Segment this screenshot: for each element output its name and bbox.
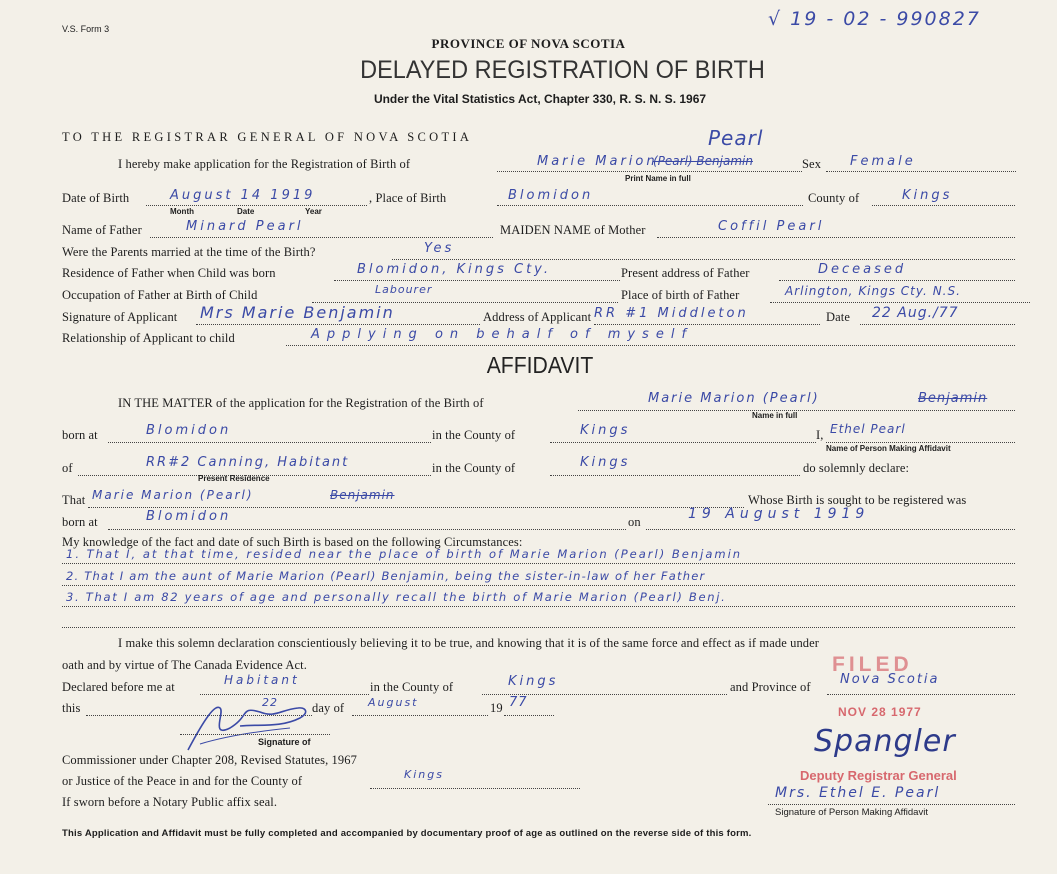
affidavit-heading: AFFIDAVIT <box>486 352 594 378</box>
matter-caption: Name in full <box>752 411 798 420</box>
father-birthplace-value: Arlington, Kings Cty. N.S. <box>785 284 961 298</box>
solemn-line-1: I make this solemn declaration conscientiously believing it to be true, and knowing that it is of the same force and effect as if made under <box>118 636 820 650</box>
dob-month-caption: Month <box>170 207 194 216</box>
child-name-struck: (Pearl) Benjamin <box>653 154 753 168</box>
county-label-2: in the County of <box>432 461 516 475</box>
declared-county-value: Kings <box>508 674 559 689</box>
dob-date-caption: Date <box>237 207 255 216</box>
justice-label: or Justice of the Peace in and for the County of <box>62 774 303 788</box>
circumstance-1: 1. That I, at that time, resided near the place of birth of Marie Marion (Pearl) Benjamin <box>66 547 743 561</box>
affiant-signature-caption: Signature of Person Making Affidavit <box>775 807 928 818</box>
county-label-1: in the County of <box>432 428 516 442</box>
county-value-1: Kings <box>580 423 631 438</box>
province-heading: PROVINCE OF NOVA SCOTIA <box>431 36 626 51</box>
present-father-value: Deceased <box>818 262 907 277</box>
residence-value: Blomidon, Kings Cty. <box>357 262 551 277</box>
date-label: Date <box>826 310 850 324</box>
affiant-caption: Name of Person Making Affidavit <box>826 444 951 453</box>
child-name-insert: Pearl <box>708 126 764 150</box>
of-value: RR#2 Canning, Habitant <box>146 455 350 470</box>
county-label-3: in the County of <box>370 680 454 694</box>
year-value: 77 <box>509 695 528 710</box>
occupation-label: Occupation of Father at Birth of Child <box>62 288 258 302</box>
dob-label: Date of Birth <box>62 191 130 205</box>
residence-caption: Present Residence <box>198 474 270 483</box>
occupation-value: Labourer <box>375 283 433 296</box>
page-subtitle: Under the Vital Statistics Act, Chapter 330, R. S. N. S. 1967 <box>373 92 707 106</box>
matter-struck: Benjamin <box>918 391 988 406</box>
this-label: this <box>62 701 81 715</box>
dob-year-caption: Year <box>305 207 322 216</box>
matter-label: IN THE MATTER of the application for the Registration of the Birth of <box>118 396 484 410</box>
father-value: Minard Pearl <box>186 219 304 234</box>
notary-label: If sworn before a Notary Public affix seal. <box>62 795 278 809</box>
married-value: Yes <box>424 241 455 256</box>
mother-value: Coffil Pearl <box>718 219 825 234</box>
relationship-label: Relationship of Applicant to child <box>62 331 235 345</box>
addressee: TO THE REGISTRAR GENERAL OF NOVA SCOTIA <box>62 130 473 144</box>
that-struck: Benjamin <box>330 488 395 502</box>
that-label: That <box>62 493 86 507</box>
applicant-signature: Mrs Marie Benjamin <box>200 303 395 322</box>
county-label: County of <box>808 191 860 205</box>
i-label: I, <box>816 428 824 442</box>
that-value: Marie Marion (Pearl) <box>92 488 254 502</box>
commissioner-signature-icon <box>180 698 320 758</box>
of-label: of <box>62 461 73 475</box>
solemn-line-2: oath and by virtue of The Canada Evidence Act. <box>62 658 307 672</box>
on-value: 19 August 1919 <box>688 506 870 522</box>
day-label: day of <box>312 701 345 715</box>
justice-value: Kings <box>404 768 444 781</box>
born-at-value-2: Blomidon <box>146 509 232 524</box>
date-value: 22 Aug./77 <box>872 305 959 321</box>
sex-value: Female <box>850 154 916 169</box>
filed-stamp: FILED <box>832 653 913 676</box>
intro-label: I hereby make application for the Registration of Birth of <box>118 157 411 171</box>
circumstance-3: 3. That I am 82 years of age and personally recall the birth of Marie Marion (Pearl) Benj. <box>66 590 727 604</box>
affiant-signature: Mrs. Ethel E. Pearl <box>775 785 941 801</box>
deputy-registrar-stamp: Deputy Registrar General <box>800 768 957 783</box>
born-at-label-2: born at <box>62 515 98 529</box>
officer-signature: Spangler <box>814 724 956 759</box>
affiant-name: Ethel Pearl <box>830 422 906 436</box>
father-birthplace-label: Place of birth of Father <box>621 288 740 302</box>
relationship-value: Applying on behalf of myself <box>311 327 694 342</box>
page-title: DELAYED REGISTRATION OF BIRTH <box>360 56 765 84</box>
residence-label: Residence of Father when Child was born <box>62 266 276 280</box>
mother-label: MAIDEN NAME of Mother <box>500 223 646 237</box>
pob-label: , Place of Birth <box>369 191 447 205</box>
filed-date: NOV 28 1977 <box>838 705 922 719</box>
applicant-sig-label: Signature of Applicant <box>62 310 178 324</box>
matter-value: Marie Marion (Pearl) <box>648 391 820 406</box>
commissioner-label: Commissioner under Chapter 208, Revised Statutes, 1967 <box>62 753 357 767</box>
month-value: August <box>368 696 419 709</box>
pob-value: Blomidon <box>508 188 594 203</box>
name-caption: Print Name in full <box>625 174 691 183</box>
knowledge-label: My knowledge of the fact and date of such Birth is based on the following Circumstances: <box>62 535 523 549</box>
declare-label: do solemnly declare: <box>803 461 910 475</box>
born-at-value: Blomidon <box>146 423 232 438</box>
dob-value: August 14 1919 <box>170 188 316 203</box>
father-label: Name of Father <box>62 223 142 237</box>
child-name: Marie Marion <box>537 154 658 169</box>
married-label: Were the Parents married at the time of the Birth? <box>62 245 316 259</box>
circumstance-2: 2. That I am the aunt of Marie Marion (Pearl) Benjamin, being the sister-in-law of her Father <box>66 569 706 583</box>
applicant-addr-label: Address of Applicant <box>483 310 592 324</box>
province-value: Nova Scotia <box>840 672 940 687</box>
sex-label: Sex <box>802 157 822 171</box>
county-value-2: Kings <box>580 455 631 470</box>
form-number: V.S. Form 3 <box>62 24 110 34</box>
applicant-addr-value: RR #1 Middleton <box>594 306 749 321</box>
county-value: Kings <box>902 188 953 203</box>
declared-label: Declared before me at <box>62 680 175 694</box>
footer-note: This Application and Affidavit must be fully completed and accompanied by documentary proof of age as outlined on the reverse side of this form. <box>62 828 752 839</box>
signature-of-caption: Signature of <box>258 737 311 747</box>
whose-label: Whose Birth is sought to be registered was <box>748 493 967 507</box>
province-label: and Province of <box>730 680 811 694</box>
declared-value: Habitant <box>224 673 300 687</box>
born-at-label: born at <box>62 428 98 442</box>
file-number: √ 19 - 02 - 990827 <box>768 8 981 30</box>
present-father-label: Present address of Father <box>621 266 750 280</box>
on-label: on <box>628 515 641 529</box>
year-prefix: 19 <box>490 701 503 715</box>
day-value: 22 <box>262 696 278 709</box>
